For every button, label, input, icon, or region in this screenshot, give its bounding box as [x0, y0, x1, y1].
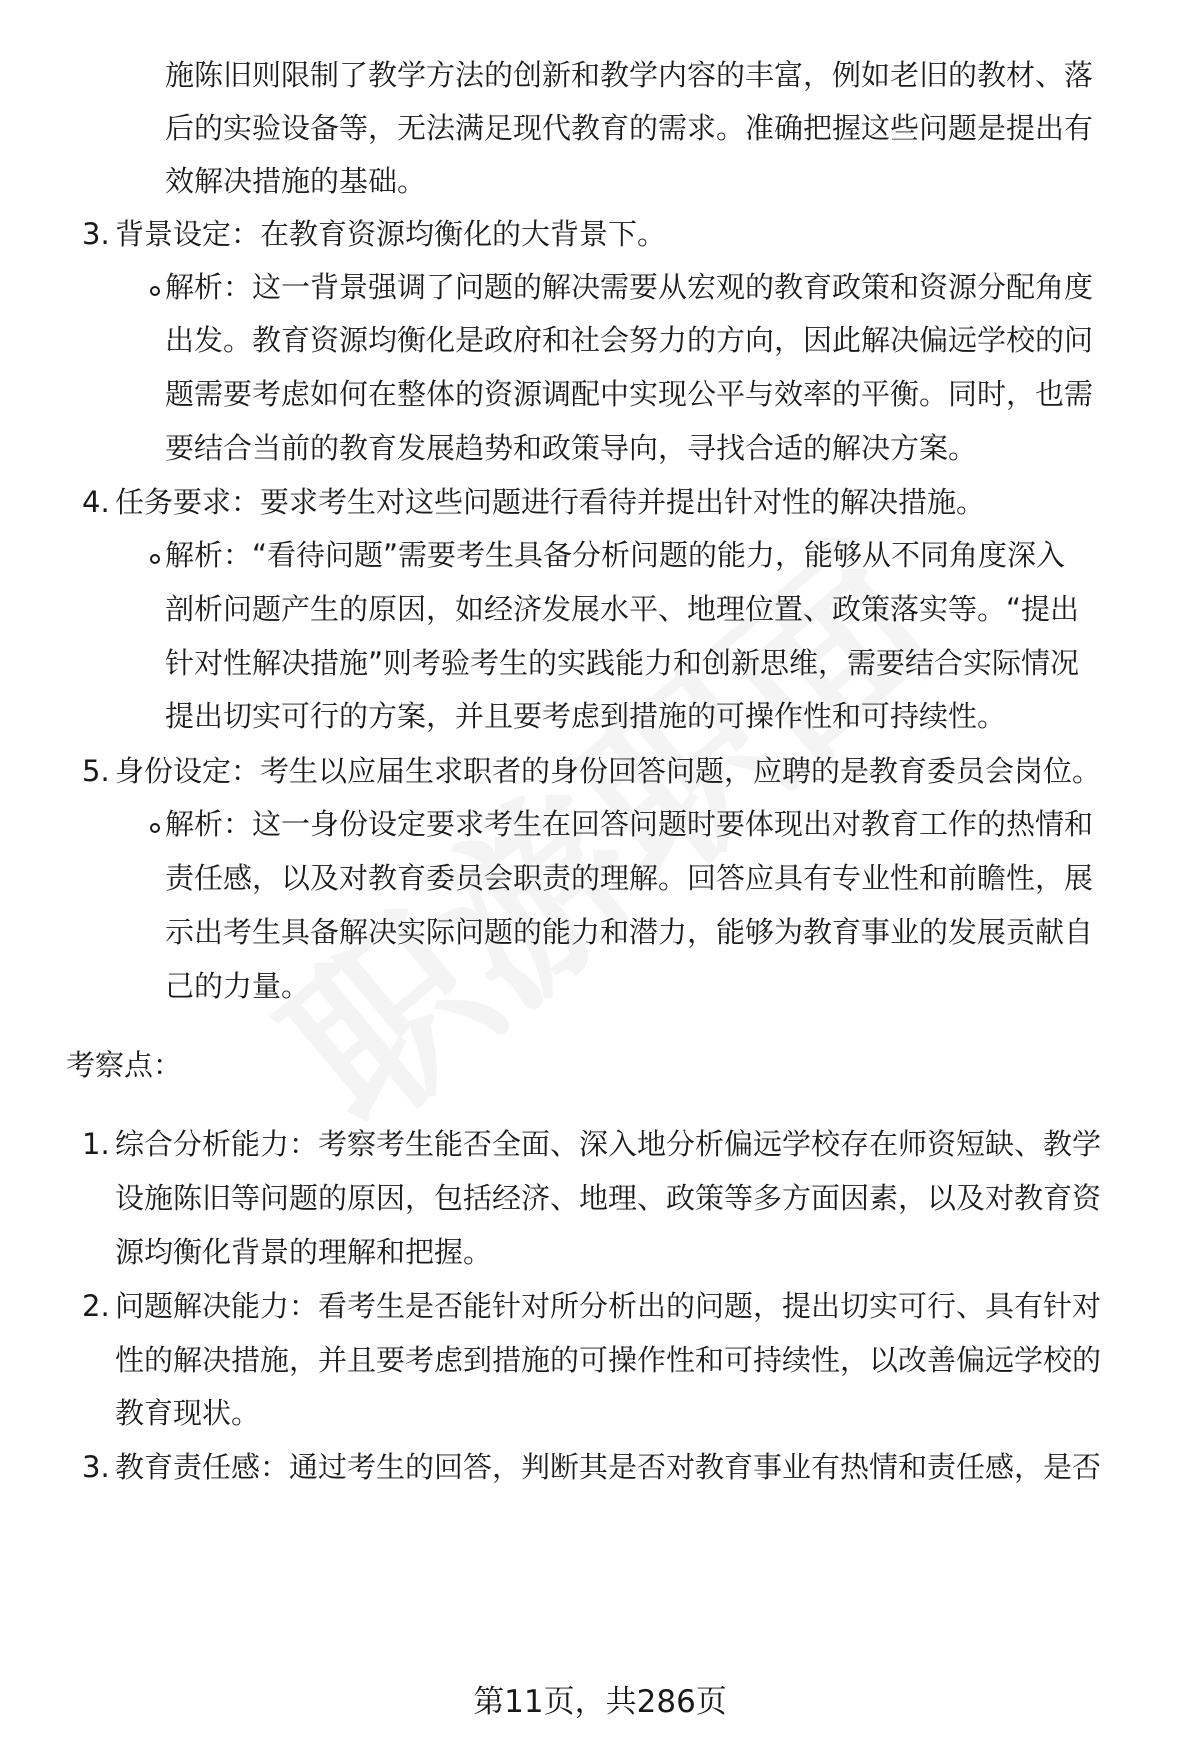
- point-line: 综合分析能力：考察考生能否全面、深入地分析偏远学校存在师资短缺、教学: [115, 1127, 1102, 1161]
- analysis-line: 要结合当前的教育发展趋势和政策导向，寻找合适的解决方案。: [165, 431, 978, 465]
- circle-bullet-icon: [150, 554, 160, 564]
- list-item-title: 身份设定：考生以应届生求职者的身份回答问题，应聘的是教育委员会岗位。: [115, 754, 1102, 788]
- point-line: 教育责任感：通过考生的回答，判断其是否对教育事业有热情和责任感，是否: [115, 1450, 1102, 1484]
- analysis-line: 解析：这一身份设定要求考生在回答问题时要体现出对教育工作的热情和: [165, 807, 1094, 841]
- analysis-line: 己的力量。: [165, 969, 311, 1003]
- list-item-title: 背景设定：在教育资源均衡化的大背景下。: [115, 217, 667, 251]
- analysis-line: 示出考生具备解决实际问题的能力和潜力，能够为教育事业的发展贡献自: [165, 915, 1094, 949]
- intro-line: 后的实验设备等，无法满足现代教育的需求。准确把握这些问题是提出有: [165, 111, 1094, 145]
- point-line: 问题解决能力：看考生是否能针对所分析出的问题，提出切实可行、具有针对: [115, 1289, 1102, 1323]
- analysis-line: 解析：这一背景强调了问题的解决需要从宏观的教育政策和资源分配角度: [165, 270, 1094, 304]
- point-line: 性的解决措施，并且要考虑到措施的可操作性和可持续性，以改善偏远学校的: [115, 1343, 1102, 1377]
- analysis-line: 题需要考虑如何在整体的资源调配中实现公平与效率的平衡。同时，也需: [165, 377, 1094, 411]
- list-number: 5.: [82, 754, 110, 788]
- list-number: 2.: [82, 1289, 110, 1323]
- analysis-line: 针对性解决措施”则考验考生的实践能力和创新思维，需要结合实际情况: [165, 646, 1080, 680]
- page-footer: 第11页，共286页: [473, 1684, 727, 1720]
- section-heading: 考察点：: [66, 1048, 183, 1082]
- analysis-line: 提出切实可行的方案，并且要考虑到措施的可操作性和可持续性。: [165, 699, 1007, 733]
- intro-line: 效解决措施的基础。: [165, 164, 427, 198]
- analysis-line: 责任感，以及对教育委员会职责的理解。回答应具有专业性和前瞻性，展: [165, 861, 1094, 895]
- point-line: 源均衡化背景的理解和把握。: [115, 1235, 493, 1269]
- analysis-line: 出发。教育资源均衡化是政府和社会努力的方向，因此解决偏远学校的问: [165, 323, 1094, 357]
- list-number: 1.: [82, 1127, 110, 1161]
- intro-line: 施陈旧则限制了教学方法的创新和教学内容的丰富，例如老旧的教材、落: [165, 58, 1094, 92]
- list-number: 3.: [82, 1450, 110, 1484]
- point-line: 教育现状。: [115, 1396, 261, 1430]
- analysis-line: 解析：“看待问题”需要考生具备分析问题的能力，能够从不同角度深入: [165, 538, 1066, 572]
- point-line: 设施陈旧等问题的原因，包括经济、地理、政策等多方面因素，以及对教育资: [115, 1181, 1102, 1215]
- circle-bullet-icon: [150, 286, 160, 296]
- analysis-line: 剖析问题产生的原因，如经济发展水平、地理位置、政策落实等。“提出: [165, 592, 1080, 626]
- circle-bullet-icon: [150, 823, 160, 833]
- list-number: 4.: [82, 485, 110, 519]
- list-number: 3.: [82, 217, 110, 251]
- list-item-title: 任务要求：要求考生对这些问题进行看待并提出针对性的解决措施。: [115, 485, 986, 519]
